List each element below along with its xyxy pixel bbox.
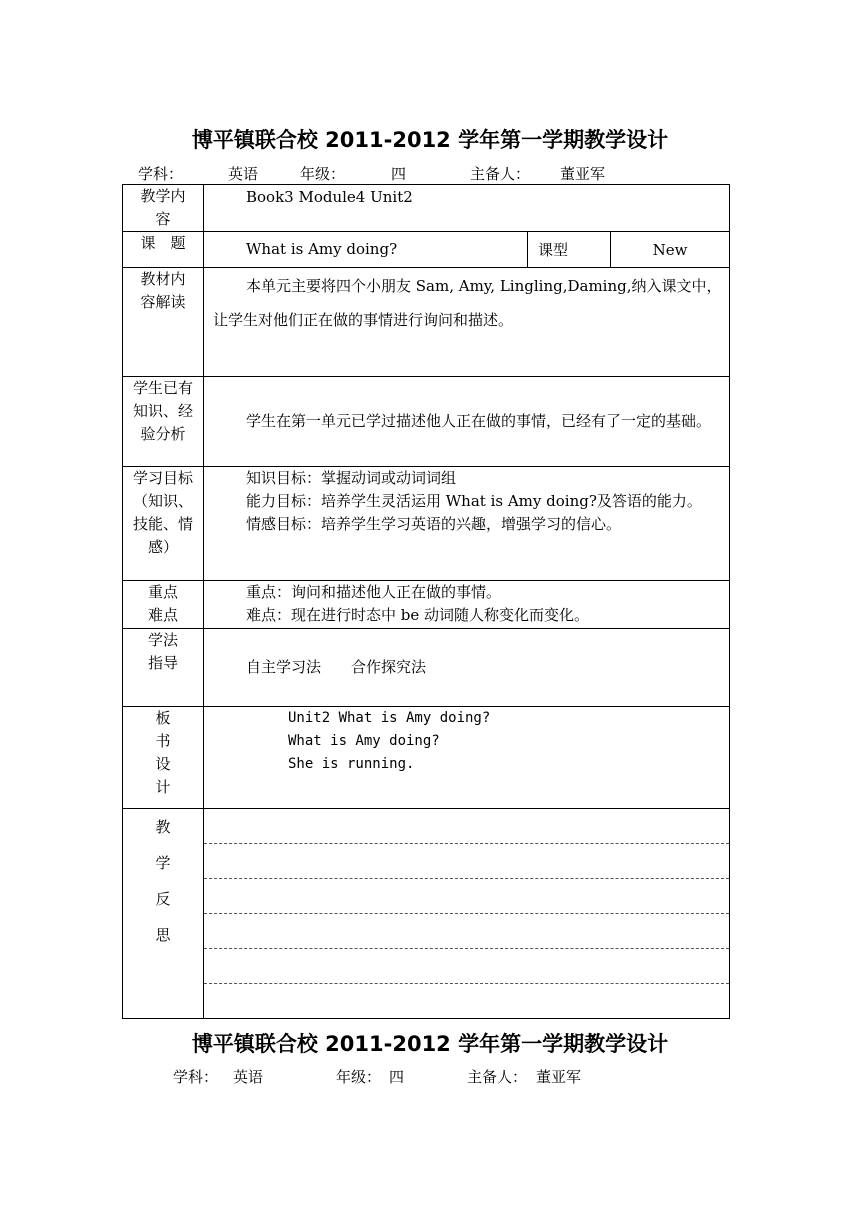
subject-value: 英语 (228, 165, 259, 183)
preparer-label: 主备人： (470, 165, 531, 183)
content-value: Book3 Module4 Unit2 (246, 188, 413, 206)
reflection-line (204, 809, 729, 844)
difficult-point: 难点：现在进行时态中 be 动词随人称变化而变化。 (246, 606, 590, 624)
content-cell (204, 185, 730, 232)
board-line: She is running. (288, 756, 415, 772)
preparer-value: 董亚军 (536, 1068, 582, 1086)
goal-skill: 能力目标：培养学生灵活运用 What is Amy doing?及答语的能力。 (246, 492, 702, 510)
reflection-label: 教学反思 (123, 809, 204, 1019)
reflection-line (204, 949, 729, 984)
analysis-cell (204, 268, 730, 377)
analysis-text: 本单元主要将四个小朋友 Sam, Amy, Lingling,Daming,纳入课文中，让学生对他们正在做的事情进行询问和描述。 (213, 277, 722, 329)
key-cell (204, 581, 730, 629)
prior-cell (204, 377, 730, 467)
board-cell (204, 707, 730, 809)
lesson-plan-table (122, 184, 730, 1019)
topic-value: What is Amy doing? (246, 240, 398, 258)
subject-label: 学科： (138, 165, 184, 183)
reflection-line (204, 844, 729, 879)
method-label: 学法指导 (123, 629, 204, 707)
analysis-label: 教材内容解读 (123, 268, 204, 377)
grade-value: 四 (389, 1068, 405, 1086)
goals-label: 学习目标（知识、技能、情感） (123, 467, 204, 581)
type-value: New (611, 232, 730, 268)
preparer-label: 主备人： (467, 1068, 528, 1086)
content-label: 教学内容 (123, 185, 204, 232)
topic-label: 课 题 (123, 232, 204, 268)
board-label: 板书设计 (123, 707, 204, 809)
goal-knowledge: 知识目标：掌握动词或动词词组 (246, 469, 457, 487)
reflection-line (204, 914, 729, 949)
board-line: Unit2 What is Amy doing? (288, 710, 491, 726)
grade-value: 四 (391, 165, 407, 183)
board-row (123, 707, 730, 809)
grade-label: 年级： (336, 1068, 382, 1086)
prior-row (123, 377, 730, 467)
page-title: 博平镇联合校 2011-2012 学年第一学期教学设计 (191, 128, 669, 152)
method-text: 自主学习法 合作探究法 (246, 658, 427, 676)
subject-value: 英语 (233, 1068, 264, 1086)
key-label: 重点难点 (123, 581, 204, 629)
goals-cell (204, 467, 730, 581)
method-row (123, 629, 730, 707)
goal-emotion: 情感目标：培养学生学习英语的兴趣，增强学习的信心。 (246, 515, 622, 533)
analysis-row (123, 268, 730, 377)
key-row (123, 581, 730, 629)
board-line: What is Amy doing? (288, 733, 440, 749)
subject-label: 学科： (173, 1068, 219, 1086)
reflection-line (204, 984, 729, 1018)
content-row (123, 185, 730, 232)
second-page-title: 博平镇联合校 2011-2012 学年第一学期教学设计 (191, 1032, 669, 1056)
preparer-value: 董亚军 (560, 165, 606, 183)
type-label: 课型 (528, 232, 611, 268)
topic-cell (204, 232, 528, 268)
reflection-cell (204, 809, 730, 1019)
method-cell (204, 629, 730, 707)
goals-row (123, 467, 730, 581)
topic-row (123, 232, 730, 268)
reflection-line (204, 879, 729, 914)
prior-label: 学生已有知识、经验分析 (123, 377, 204, 467)
prior-text: 学生在第一单元已学过描述他人正在做的事情，已经有了一定的基础。 (246, 412, 712, 430)
grade-label: 年级： (300, 165, 346, 183)
key-point: 重点：询问和描述他人正在做的事情。 (246, 583, 502, 601)
reflection-row (123, 809, 730, 1019)
